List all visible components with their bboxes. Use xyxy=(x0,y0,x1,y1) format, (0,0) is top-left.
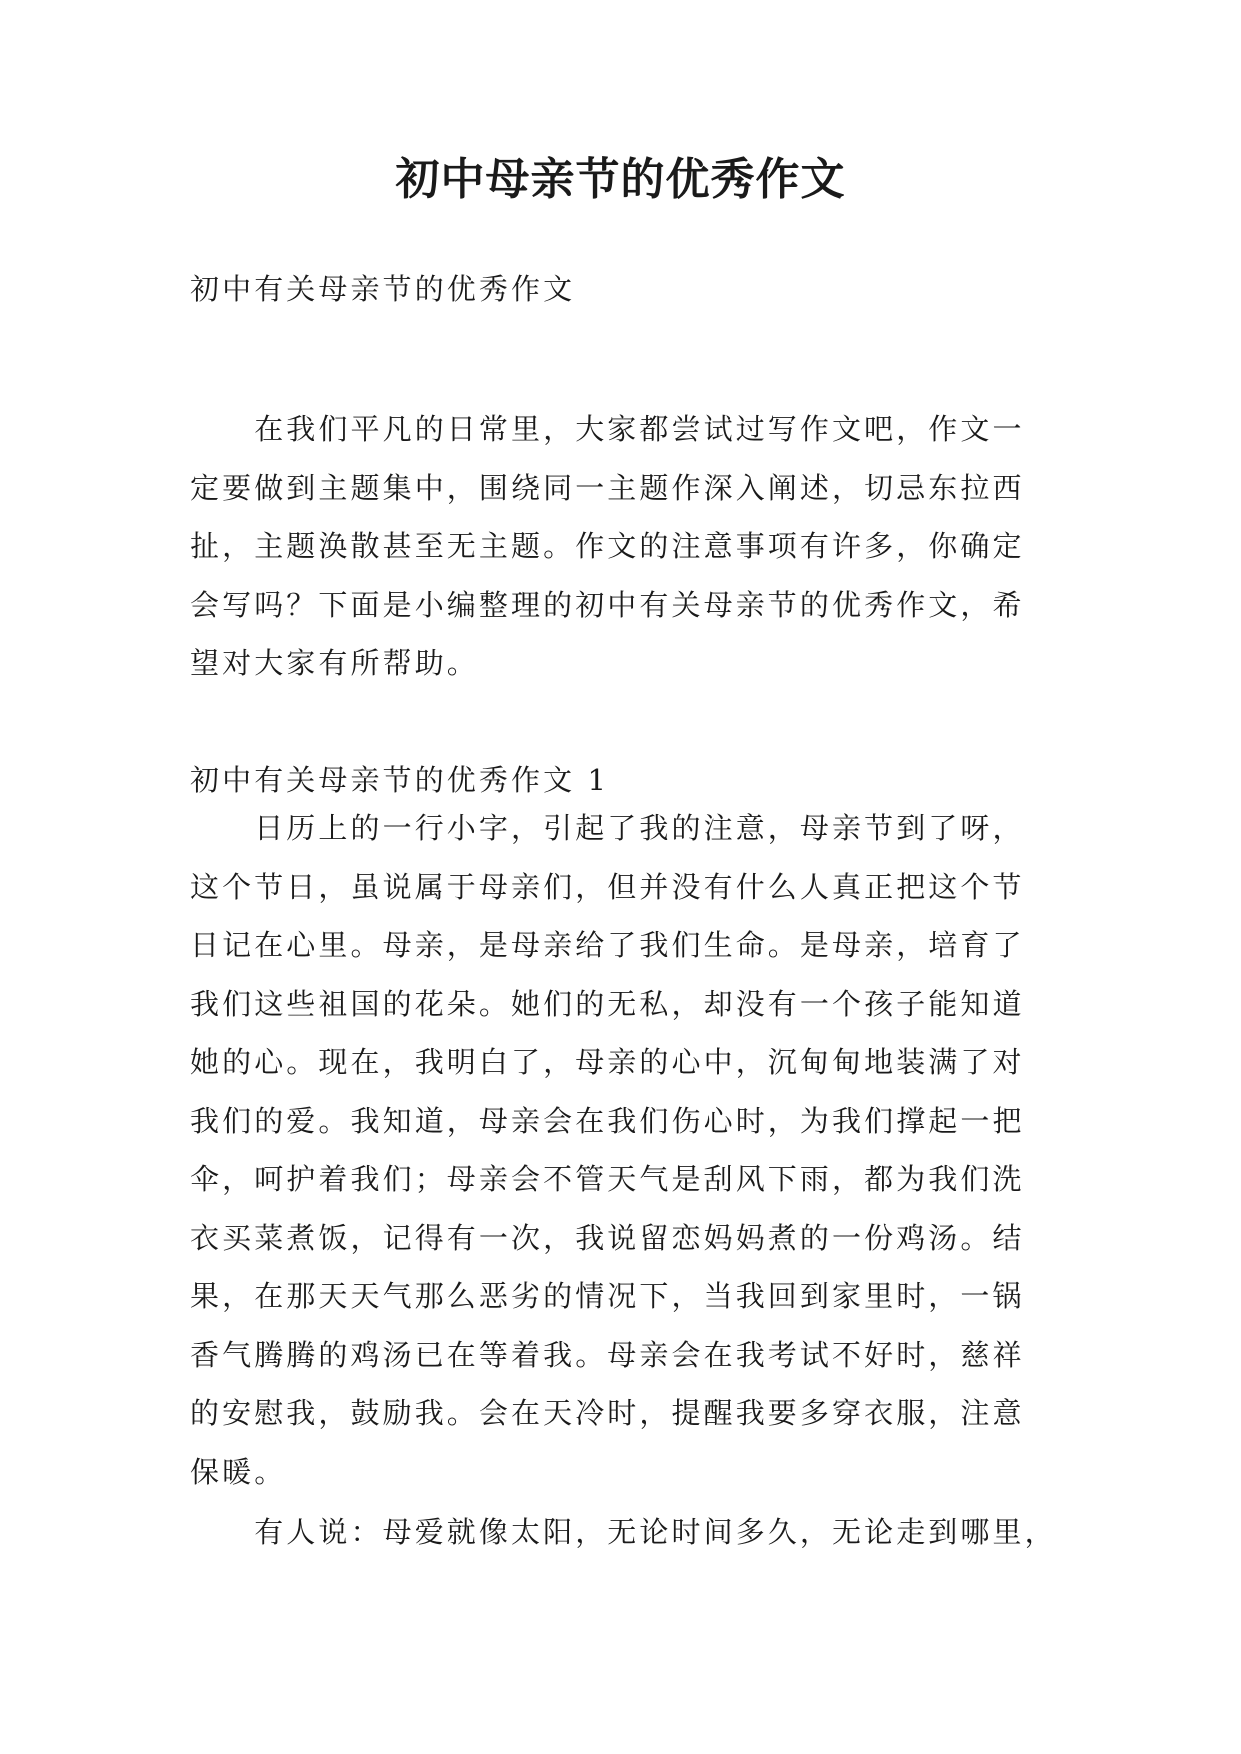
paragraph-line: 果，在那天天气那么恶劣的情况下，当我回到家里时，一锅 xyxy=(190,1279,1025,1313)
essay-paragraph-2 xyxy=(190,1503,1056,1562)
paragraph-line: 她的心。现在，我明白了，母亲的心中，沉甸甸地装满了对 xyxy=(190,1045,1025,1079)
paragraph-line: 我们这些祖国的花朵。她们的无私，却没有一个孩子能知道 xyxy=(190,986,1025,1021)
essay-paragraph-1 xyxy=(190,799,1056,1501)
intro-line: 会写吗？下面是小编整理的初中有关母亲节的优秀作文，希 xyxy=(190,587,1025,622)
paragraph-line: 香气腾腾的鸡汤已在等着我。母亲会在我考试不好时，慈祥 xyxy=(190,1337,1025,1372)
intro-line: 望对大家有所帮助。 xyxy=(190,646,479,680)
paragraph-line: 这个节日，虽说属于母亲们，但并没有什么人真正把这个节 xyxy=(190,869,1025,904)
intro-paragraph xyxy=(190,400,1056,693)
intro-line: 扯，主题涣散甚至无主题。作文的注意事项有许多，你确定 xyxy=(190,529,1025,563)
intro-line: 在我们平凡的日常里，大家都尝试过写作文吧，作文一 xyxy=(190,412,1025,446)
paragraph-line: 日历上的一行小字，引起了我的注意，母亲节到了呀， xyxy=(190,811,1025,845)
document-subtitle: 初中有关母亲节的优秀作文 xyxy=(190,272,576,306)
paragraph-line: 我们的爱。我知道，母亲会在我们伤心时，为我们撑起一把 xyxy=(190,1103,1025,1138)
paragraph-line: 衣买菜煮饭，记得有一次，我说留恋妈妈煮的一份鸡汤。结 xyxy=(190,1220,1025,1255)
document-title: 初中母亲节的优秀作文 xyxy=(395,154,846,205)
paragraph-line: 伞，呵护着我们；母亲会不管天气是刮风下雨，都为我们洗 xyxy=(190,1162,1025,1196)
section-heading: 初中有关母亲节的优秀作文 1 xyxy=(190,763,610,797)
paragraph-line: 保暖。 xyxy=(190,1454,287,1489)
intro-line: 定要做到主题集中，围绕同一主题作深入阐述，切忌东拉西 xyxy=(190,470,1025,505)
paragraph-line: 日记在心里。母亲，是母亲给了我们生命。是母亲，培育了 xyxy=(190,928,1025,962)
paragraph-line: 的安慰我，鼓励我。会在天冷时，提醒我要多穿衣服，注意 xyxy=(190,1396,1025,1430)
paragraph-line: 有人说：母爱就像太阳，无论时间多久，无论走到哪里， xyxy=(190,1515,1057,1549)
